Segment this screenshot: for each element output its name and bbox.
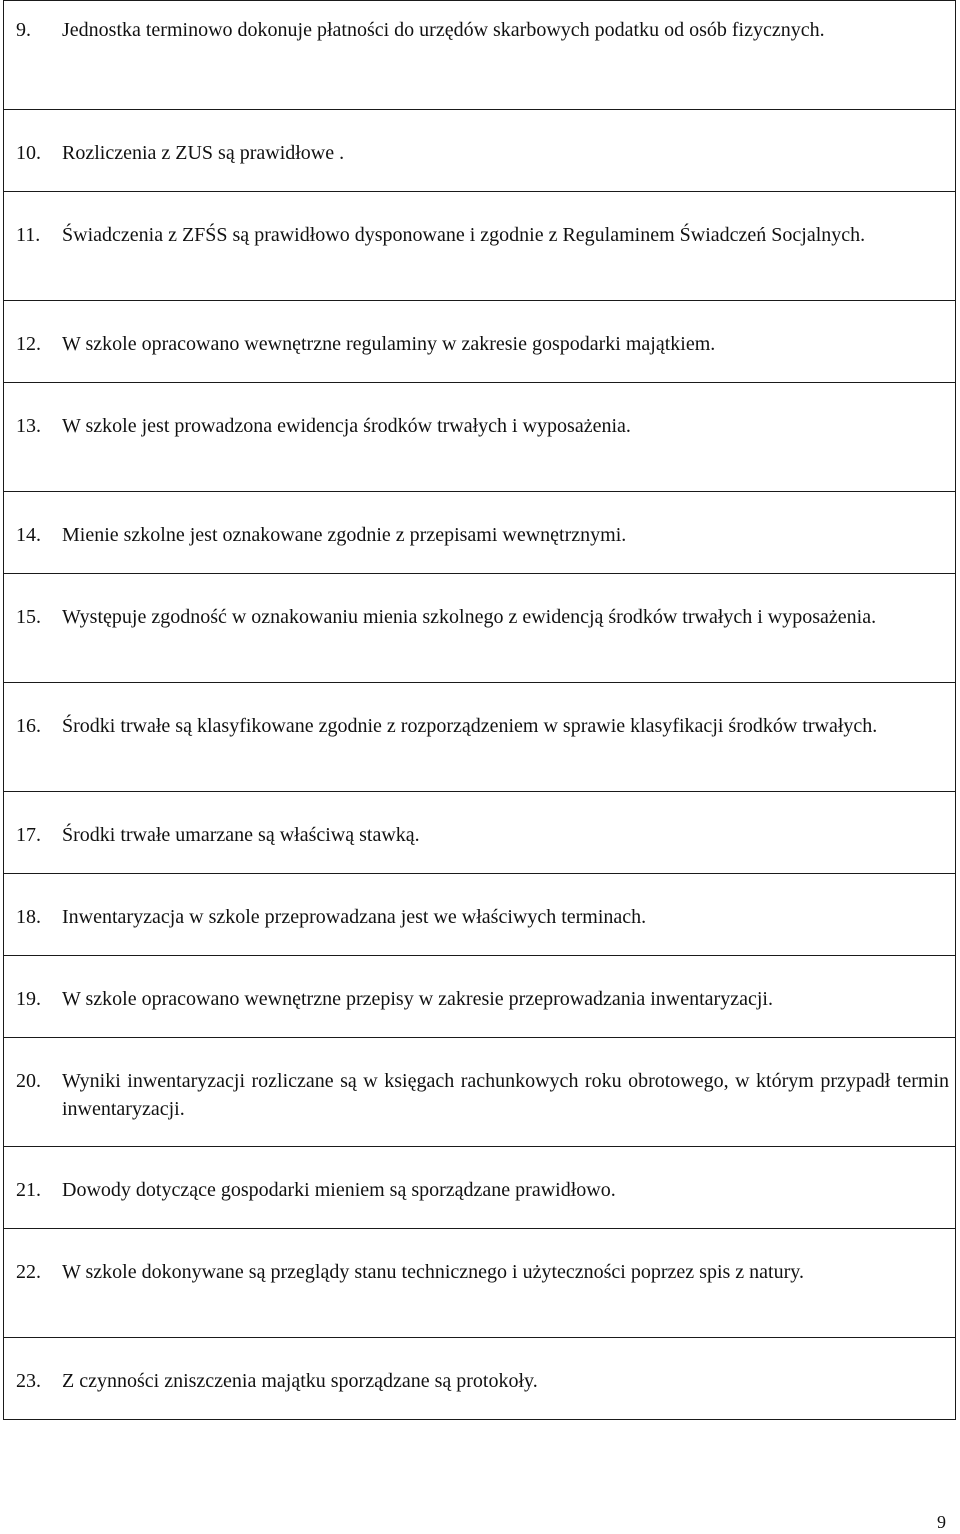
checklist-table — [3, 0, 956, 1420]
item-text: Mienie szkolne jest oznakowane zgodnie z przepisami wewnętrznymi. — [62, 524, 627, 546]
item-text: Środki trwałe umarzane są właściwą stawką. — [62, 824, 420, 846]
item-text: Inwentaryzacja w szkole przeprowadzana jest we właściwych terminach. — [62, 906, 647, 928]
item-number: 18. — [16, 906, 41, 928]
table-row — [4, 683, 956, 792]
table-cell — [4, 110, 956, 192]
item-number: 23. — [16, 1370, 41, 1392]
item-text: W szkole jest prowadzona ewidencja środków trwałych i wyposażenia. — [62, 415, 631, 437]
table-row — [4, 301, 956, 383]
item-text: Wyniki inwentaryzacji rozliczane są w księgach rachunkowych roku obrotowego, w którym przypadł termin inwentaryzacji. — [62, 1070, 949, 1120]
item-number: 12. — [16, 333, 41, 355]
page-number: 9 — [937, 1512, 946, 1532]
table-row — [4, 192, 956, 301]
item-number: 19. — [16, 988, 41, 1010]
table-cell — [4, 956, 956, 1038]
item-number: 22. — [16, 1261, 41, 1283]
item-number: 11. — [16, 224, 41, 246]
item-text: W szkole opracowano wewnętrzne regulaminy w zakresie gospodarki majątkiem. — [62, 333, 716, 355]
item-number: 13. — [16, 415, 41, 437]
item-number: 14. — [16, 524, 41, 546]
item-number: 21. — [16, 1179, 41, 1201]
table-cell — [4, 574, 956, 683]
item-number: 10. — [16, 142, 41, 164]
table-row — [4, 574, 956, 683]
item-number: 16. — [16, 715, 41, 737]
table-row — [4, 1038, 956, 1147]
table-row — [4, 956, 956, 1038]
table-cell — [4, 1147, 956, 1229]
table-cell — [4, 1, 956, 110]
item-text: W szkole opracowano wewnętrzne przepisy w zakresie przeprowadzania inwentaryzacji. — [62, 988, 773, 1010]
table-cell — [4, 792, 956, 874]
item-text: Dowody dotyczące gospodarki mieniem są sporządzane prawidłowo. — [62, 1179, 616, 1201]
table-cell — [4, 301, 956, 383]
table-cell — [4, 874, 956, 956]
item-text: Świadczenia z ZFŚS są prawidłowo dysponowane i zgodnie z Regulaminem Świadczeń Socjalnych. — [62, 224, 866, 246]
table-cell — [4, 1338, 956, 1420]
table-row — [4, 492, 956, 574]
table-row — [4, 383, 956, 492]
table-row — [4, 792, 956, 874]
table-row — [4, 1147, 956, 1229]
item-text: Jednostka terminowo dokonuje płatności do urzędów skarbowych podatku od osób fizycznych. — [62, 19, 825, 41]
table-row — [4, 1338, 956, 1420]
item-text: Występuje zgodność w oznakowaniu mienia szkolnego z ewidencją środków trwałych i wyposażenia. — [62, 606, 877, 628]
item-text: Z czynności zniszczenia majątku sporządzane są protokoły. — [62, 1370, 538, 1392]
table-row — [4, 1229, 956, 1338]
item-number: 20. — [16, 1070, 41, 1092]
item-number: 15. — [16, 606, 41, 628]
item-text: Środki trwałe są klasyfikowane zgodnie z rozporządzeniem w sprawie klasyfikacji środków trwałych. — [62, 715, 878, 737]
table-row — [4, 874, 956, 956]
table-row — [4, 1, 956, 110]
item-number: 17. — [16, 824, 41, 846]
table-cell — [4, 1229, 956, 1338]
item-text: Rozliczenia z ZUS są prawidłowe . — [62, 142, 345, 164]
table-row — [4, 110, 956, 192]
table-cell — [4, 683, 956, 792]
table-cell — [4, 1038, 956, 1147]
table-cell — [4, 383, 956, 492]
item-number: 9. — [16, 19, 31, 41]
item-text: W szkole dokonywane są przeglądy stanu technicznego i użyteczności poprzez spis z natury. — [62, 1261, 804, 1283]
table-cell — [4, 492, 956, 574]
table-cell — [4, 192, 956, 301]
